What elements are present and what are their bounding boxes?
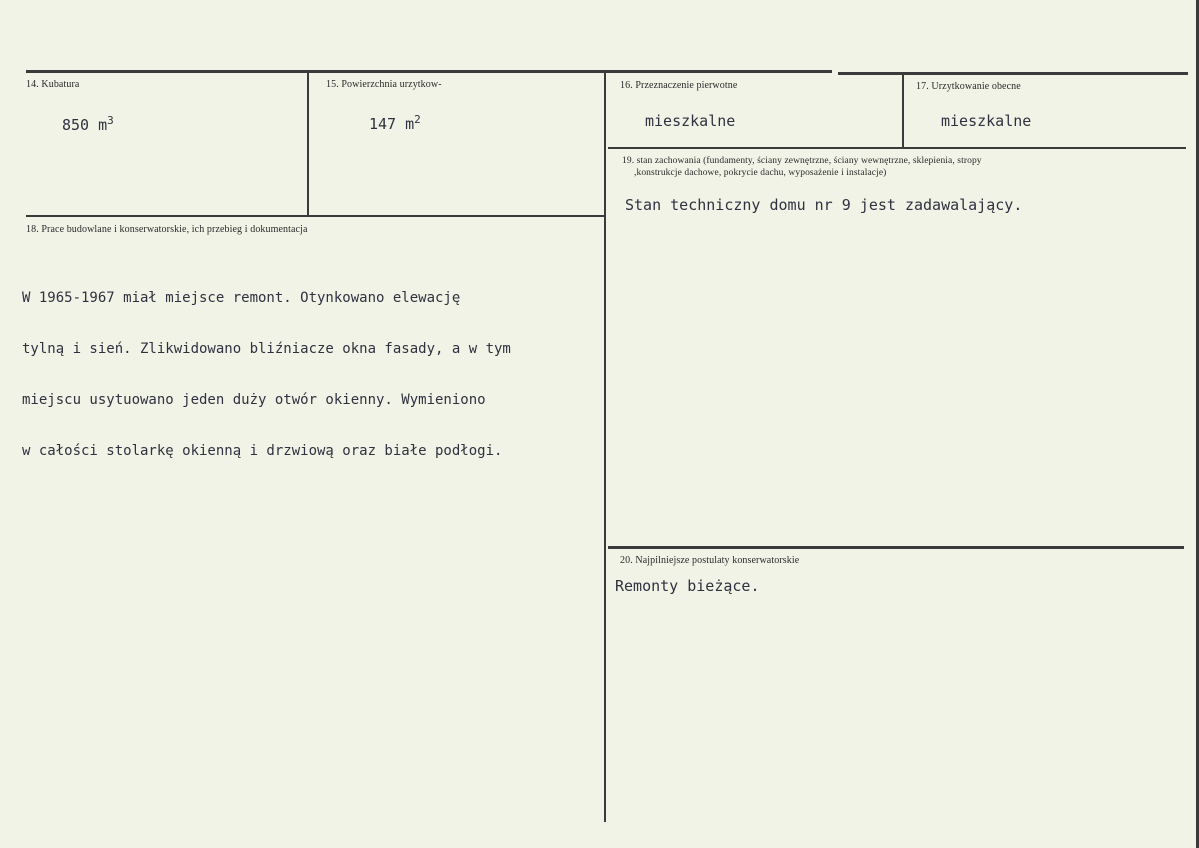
field-20-value: Remonty bieżące.: [615, 577, 760, 595]
area-unit-exponent: 2: [414, 113, 421, 126]
field-19-label-line2: ,konstrukcje dachowe, pokrycie dachu, wyposażenie i instalacje): [634, 168, 887, 178]
field-17-value: mieszkalne: [941, 112, 1032, 130]
divider-14-15: [307, 72, 309, 216]
divider-16-17: [902, 74, 904, 148]
field-17-label: 17. Urzytkowanie obecne: [916, 81, 1021, 92]
divider-main: [604, 72, 606, 822]
top-rule-right: [838, 72, 1188, 75]
field-15-value: [369, 113, 421, 133]
kubatura-value: 850 m: [62, 116, 108, 134]
field-18-label: 18. Prace budowlane i konserwatorskie, ich przebieg i dokumentacja: [26, 224, 308, 235]
field-18-line: w całości stolarkę okienną i drzwiową oraz białe podłogi.: [22, 443, 503, 459]
field-19-value: Stan techniczny domu nr 9 jest zadawalający.: [625, 196, 1023, 214]
field-14-value: [62, 114, 114, 134]
top-rule-left: [26, 70, 832, 73]
field-16-label: 16. Przeznaczenie pierwotne: [620, 80, 738, 91]
rule-section20: [608, 546, 1184, 549]
rule-row2-left: [26, 215, 606, 217]
kubatura-unit-exponent: 3: [107, 114, 114, 127]
field-15-label: 15. Powierzchnia urzytkow-: [326, 79, 442, 90]
field-18-text: [22, 256, 511, 494]
field-18-line: W 1965-1967 miał miejsce remont. Otynkowano elewację: [22, 290, 461, 306]
rule-row2-right: [608, 147, 1186, 149]
field-19-label-line1: 19. stan zachowania (fundamenty, ściany zewnętrzne, ściany wewnętrzne, sklepienia, stropy: [622, 156, 982, 166]
field-14-label: 14. Kubatura: [26, 79, 80, 90]
field-18-line: miejscu usytuowano jeden duży otwór okienny. Wymieniono: [22, 392, 486, 408]
field-20-label: 20. Najpilniejsze postulaty konserwatorskie: [620, 555, 800, 566]
field-16-value: mieszkalne: [645, 112, 736, 130]
area-value: 147 m: [369, 115, 415, 133]
field-18-line: tylną i sień. Zlikwidowano bliźniacze okna fasady, a w tym: [22, 341, 511, 357]
